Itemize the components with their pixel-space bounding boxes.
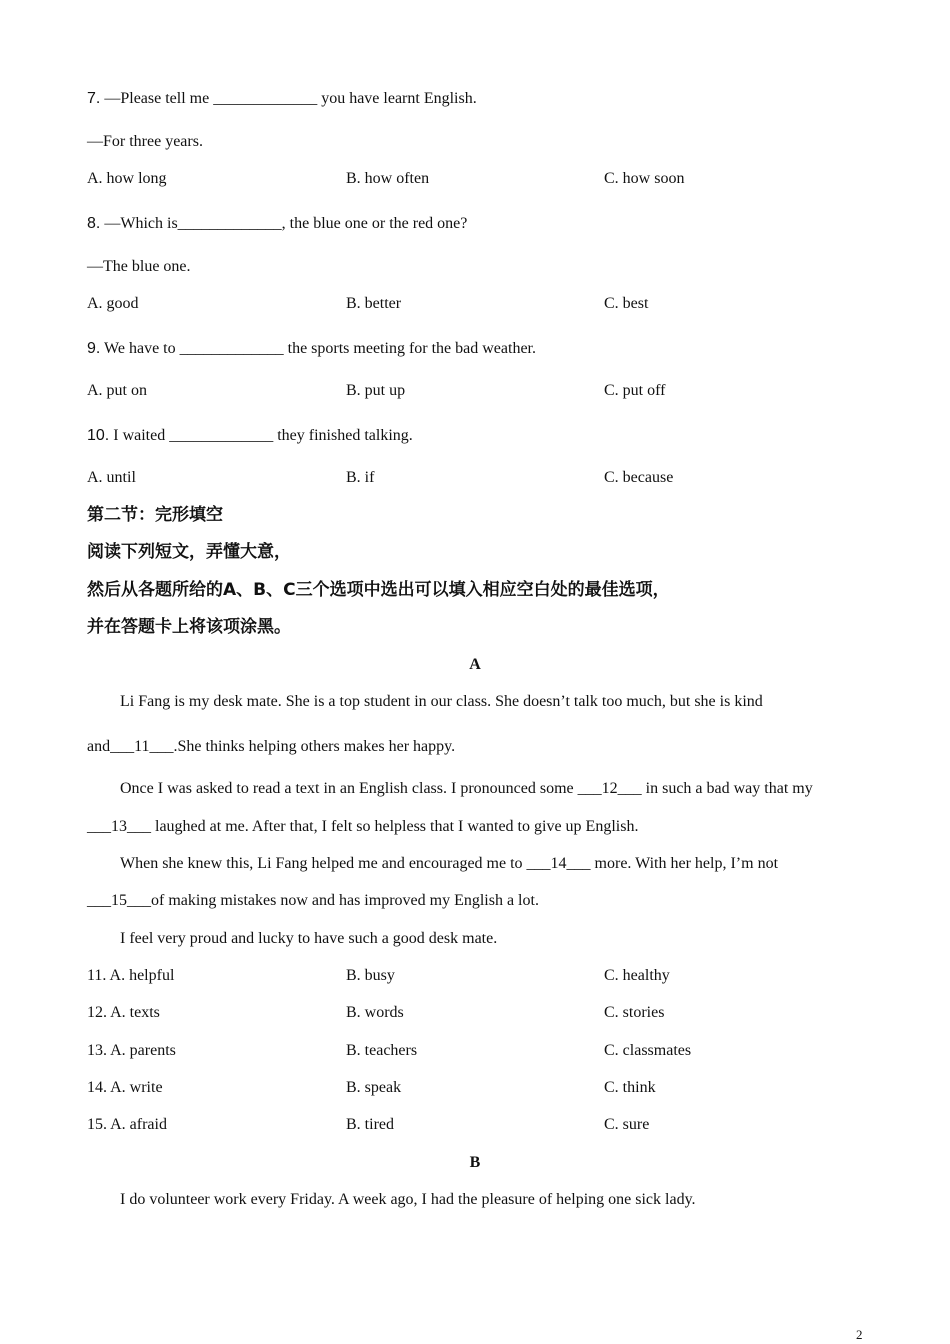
section-title: 第二节：完形填空 bbox=[87, 505, 223, 525]
answer-12-c[interactable]: C. stories bbox=[604, 1004, 665, 1021]
question-8-stem bbox=[87, 214, 467, 234]
answer-12-a[interactable]: 12. A. texts bbox=[87, 1004, 160, 1021]
text-fragment: When she knew this, Li Fang helped me and encouraged me to bbox=[120, 855, 527, 872]
answer-11-b[interactable]: B. busy bbox=[346, 967, 395, 984]
option-b[interactable]: B. if bbox=[346, 469, 375, 486]
option-b[interactable]: B. put up bbox=[346, 382, 406, 399]
question-7-reply: —For three years. bbox=[87, 133, 203, 150]
passage-a-p1-line2 bbox=[87, 737, 455, 757]
answer-13-a[interactable]: 13. A. parents bbox=[87, 1042, 176, 1059]
question-7-stem bbox=[87, 89, 477, 109]
text-fragment: and bbox=[87, 738, 111, 755]
question-text: —Which is_____________, the blue one or the red one? bbox=[100, 215, 468, 232]
section-instruction-1: 阅读下列短文，弄懂大意， bbox=[87, 542, 291, 562]
passage-a-p3-line2 bbox=[87, 891, 539, 911]
answer-11-c[interactable]: C. healthy bbox=[604, 967, 670, 984]
text-fragment: .She thinks helping others makes her happy. bbox=[173, 738, 456, 755]
option-a[interactable]: A. good bbox=[87, 295, 139, 312]
option-c[interactable]: C. because bbox=[604, 469, 674, 486]
option-a[interactable]: A. put on bbox=[87, 382, 147, 399]
question-text: I waited _____________ they finished talking. bbox=[109, 427, 413, 444]
passage-a-p3-line1 bbox=[120, 854, 778, 874]
answer-12-b[interactable]: B. words bbox=[346, 1004, 404, 1021]
passage-a-p2-line2 bbox=[87, 817, 638, 837]
answer-14-b[interactable]: B. speak bbox=[346, 1079, 402, 1096]
blank-11: ___11___ bbox=[110, 738, 174, 755]
question-number: 7. bbox=[87, 90, 101, 107]
blank-12: ___12___ bbox=[577, 780, 642, 797]
option-a[interactable]: A. until bbox=[87, 469, 136, 486]
question-8-reply: —The blue one. bbox=[87, 258, 191, 275]
option-b[interactable]: B. how often bbox=[346, 170, 430, 187]
blank-13: ___13___ bbox=[87, 818, 151, 835]
answer-15-a[interactable]: 15. A. afraid bbox=[87, 1116, 167, 1133]
answer-11-a[interactable]: 11. A. helpful bbox=[87, 967, 175, 984]
answer-13-c[interactable]: C. classmates bbox=[604, 1042, 692, 1059]
section-instruction-3: 并在答题卡上将该项涂黑。 bbox=[87, 617, 291, 637]
option-c[interactable]: C. how soon bbox=[604, 170, 685, 187]
passage-b-title: B bbox=[469, 1154, 481, 1171]
question-text: We have to _____________ the sports meeting for the bad weather. bbox=[100, 340, 536, 357]
answer-15-c[interactable]: C. sure bbox=[604, 1116, 650, 1133]
section-instruction-2: 然后从各题所给的A、B、C三个选项中选出可以填入相应空白处的最佳选项， bbox=[87, 580, 670, 600]
question-text: —Please tell me _____________ you have learnt English. bbox=[100, 90, 477, 107]
option-c[interactable]: C. put off bbox=[604, 382, 666, 399]
question-9-stem bbox=[87, 339, 536, 359]
passage-a-p4: I feel very proud and lucky to have such a good desk mate. bbox=[120, 930, 498, 947]
text-fragment: Once I was asked to read a text in an English class. I pronounced some bbox=[120, 780, 578, 797]
question-number: 9. bbox=[87, 340, 101, 357]
question-number: 10. bbox=[87, 427, 110, 444]
passage-a-p1-line1: Li Fang is my desk mate. She is a top student in our class. She doesn’t talk too much, but she is kind bbox=[120, 693, 763, 710]
page-number: 2 bbox=[856, 1327, 863, 1342]
option-c[interactable]: C. best bbox=[604, 295, 649, 312]
question-10-stem bbox=[87, 426, 413, 446]
answer-14-c[interactable]: C. think bbox=[604, 1079, 656, 1096]
question-number: 8. bbox=[87, 215, 101, 232]
passage-a-title: A bbox=[469, 656, 481, 673]
text-fragment: in such a bad way that my bbox=[641, 780, 813, 797]
passage-a-p2-line1 bbox=[120, 779, 813, 799]
answer-15-b[interactable]: B. tired bbox=[346, 1116, 394, 1133]
option-a[interactable]: A. how long bbox=[87, 170, 167, 187]
passage-b-p1: I do volunteer work every Friday. A week ago, I had the pleasure of helping one sick lady. bbox=[120, 1191, 696, 1208]
text-fragment: laughed at me. After that, I felt so helpless that I wanted to give up English. bbox=[151, 818, 639, 835]
option-b[interactable]: B. better bbox=[346, 295, 402, 312]
blank-15: ___15___ bbox=[87, 892, 151, 909]
answer-14-a[interactable]: 14. A. write bbox=[87, 1079, 163, 1096]
text-fragment: of making mistakes now and has improved my English a lot. bbox=[151, 892, 539, 909]
text-fragment: more. With her help, I’m not bbox=[590, 855, 779, 872]
answer-13-b[interactable]: B. teachers bbox=[346, 1042, 418, 1059]
blank-14: ___14___ bbox=[526, 855, 591, 872]
